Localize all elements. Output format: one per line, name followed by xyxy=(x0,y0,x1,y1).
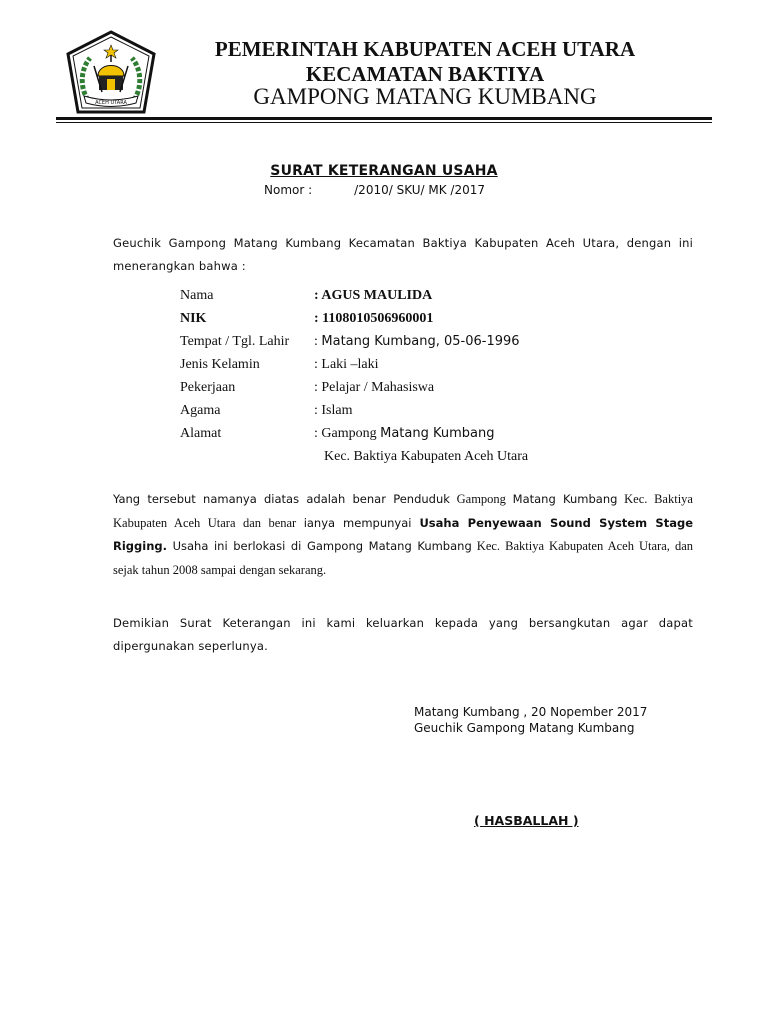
value-agama: : Islam xyxy=(314,403,353,418)
number-value: /2010/ SKU/ MK /2017 xyxy=(354,183,486,197)
value-nama: : AGUS MAULIDA xyxy=(314,288,433,303)
body-text-4: Kec. Baktiya Kabupaten Aceh Utara dan benar xyxy=(113,492,693,530)
label-pekerjaan: Pekerjaan xyxy=(180,380,236,395)
value-alamat xyxy=(314,426,494,442)
body-text-8: Matang Kumbang xyxy=(368,539,472,553)
letterhead-line-3: GAMPONG MATANG KUMBANG xyxy=(253,84,597,109)
letterhead-rule-thin xyxy=(56,122,712,123)
letterhead-rule-thick xyxy=(56,117,712,120)
intro-paragraph: Geuchik Gampong Matang Kumbang Kecamatan Baktiya Kabupaten Aceh Utara, dengan ini menerangkan bahwa : xyxy=(113,236,693,273)
body-text-1: Yang tersebut namanya diatas adalah benar Penduduk xyxy=(113,492,450,506)
body-text-5: ianya mempunyai xyxy=(303,515,420,530)
regency-emblem-icon xyxy=(66,30,156,114)
label-ttl: Tempat / Tgl. Lahir xyxy=(180,334,290,349)
signatory-title: Geuchik Gampong Matang Kumbang xyxy=(414,721,635,735)
svg-text:ACEH UTARA: ACEH UTARA xyxy=(95,100,127,106)
signatory-name: ( HASBALLAH ) xyxy=(474,813,579,828)
label-nama: Nama xyxy=(180,288,214,303)
value-nik: : 1108010506960001 xyxy=(314,311,434,326)
value-ttl-text: Matang Kumbang, 05-06-1996 xyxy=(321,334,520,349)
label-nik: NIK xyxy=(180,311,207,326)
place-date: Matang Kumbang , 20 Nopember 2017 xyxy=(414,705,648,719)
value-pekerjaan: : Pelajar / Mahasiswa xyxy=(314,380,435,395)
value-ttl xyxy=(314,334,520,350)
value-alamat-line2: Kec. Baktiya Kabupaten Aceh Utara xyxy=(324,449,529,464)
number-label: Nomor : xyxy=(264,183,313,197)
letterhead-line-2: KECAMATAN BAKTIYA xyxy=(305,62,545,86)
value-alamat-text: Matang Kumbang xyxy=(380,426,495,441)
document-number xyxy=(264,183,485,197)
body-text-7: Usaha ini berlokasi di Gampong xyxy=(167,539,369,553)
body-text-3: Matang Kumbang xyxy=(512,492,618,506)
document-title: SURAT KETERANGAN USAHA xyxy=(270,163,498,179)
value-jenis-kelamin: : Laki –laki xyxy=(314,357,379,372)
closing-paragraph: Demikian Surat Keterangan ini kami keluarkan kepada yang bersangkutan agar dapat dipergunakan seperlunya. xyxy=(113,616,693,653)
label-agama: Agama xyxy=(180,403,221,418)
value-alamat-prefix: : Gampong xyxy=(314,426,381,441)
letterhead-line-1: PEMERINTAH KABUPATEN ACEH UTARA xyxy=(214,37,636,61)
label-alamat: Alamat xyxy=(180,426,222,441)
label-jenis-kelamin: Jenis Kelamin xyxy=(180,357,260,372)
body-text-6: Usaha Penyewaan Sound System Stage Rigging. xyxy=(113,515,693,553)
value-ttl-prefix: : xyxy=(314,334,322,349)
body-text-9: Kec. Baktiya Kabupaten Aceh Utara, dan sejak tahun 2008 sampai dengan sekarang. xyxy=(113,539,694,577)
body-text-2: Gampong xyxy=(449,492,513,506)
body-paragraph xyxy=(113,488,693,582)
